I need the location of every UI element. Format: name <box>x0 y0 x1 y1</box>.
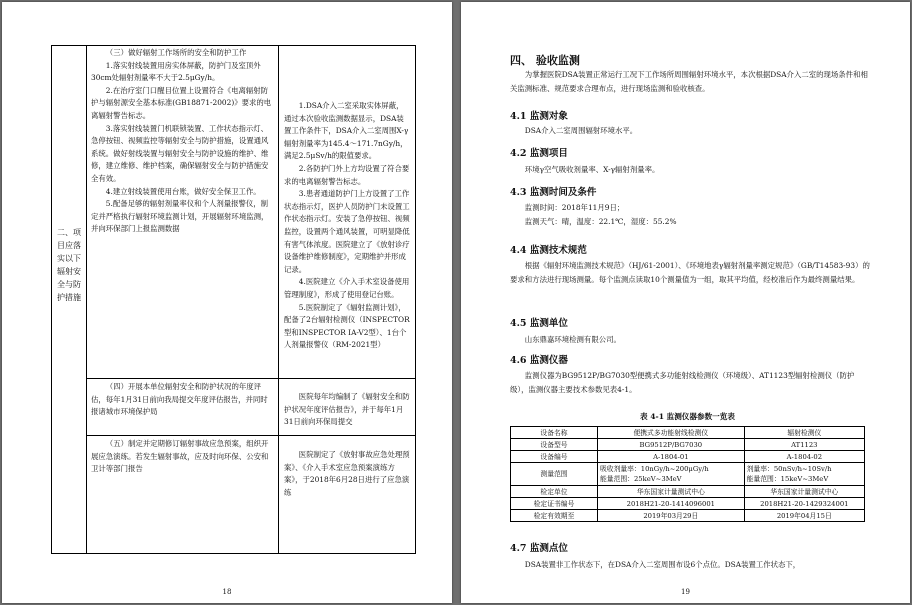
section-4-2-text: 环境γ空气吸收剂量率、X-γ辐射剂量率。 <box>524 165 660 174</box>
left-page <box>2 2 452 603</box>
table-cell: AT1123 <box>744 439 864 451</box>
req-section-4-text: （四）开展本单位辐射安全和防护状况的年度评估，每年1月31日前向我局提交年度评估报告，并同时报诸城市环境保护局 <box>91 382 268 417</box>
category-line: 全与防 <box>57 280 81 289</box>
table-row <box>511 486 865 498</box>
table-cell: 检定单位 <box>511 486 598 498</box>
table-header-cell: 辐射检测仪 <box>744 427 864 439</box>
table-header-cell: 设备名称 <box>511 427 598 439</box>
table-caption: 表 4-1 监测仪器参数一览表 <box>640 412 735 421</box>
chapter-title: 四、 验收监测 <box>510 54 580 67</box>
section-4-5-text: 山东鼎嘉环境检测有限公司。 <box>524 335 621 344</box>
table-row <box>511 451 865 463</box>
requirements-column <box>86 46 279 553</box>
instrument-table <box>510 426 865 522</box>
section-4-5-title: 4.5 监测单位 <box>510 318 568 329</box>
right-page <box>461 2 910 603</box>
req-item-4: 4.建立射线装置使用台账，做好安全保卫工作。 <box>105 186 261 196</box>
meas-section-4 <box>279 391 415 429</box>
req-section-5 <box>86 437 278 476</box>
measures-table <box>51 45 416 554</box>
section-4-2-title: 4.2 监测项目 <box>510 148 568 159</box>
intro-text: 为掌握医院DSA装置正常运行工况下工作场所周围辐射环境水平，本次根据DSA介入二室的现场条件和相关监测标准、规范要求合理布点，进行现场监测和验收核查。 <box>510 70 868 93</box>
category-cell <box>52 46 87 553</box>
table-cell: 设备编号 <box>511 451 598 463</box>
page-number: 19 <box>681 588 690 596</box>
req-section-4 <box>86 380 278 419</box>
range-a-dose: 吸收剂量率：10nGy/h~200μGy/h <box>600 465 709 473</box>
row-divider <box>86 435 415 436</box>
meas-section-5-text: 医院制定了《放射事故应急处理预案》、《介入手术室应急预案演练方案》，于2018年6月28日进行了应急演练 <box>284 450 410 497</box>
section-4-6-body <box>510 369 870 397</box>
meas-section-3 <box>279 100 415 352</box>
table-cell-range-b <box>744 463 864 486</box>
table-row <box>511 439 865 451</box>
range-b-dose: 剂量率：50nSv/h~10Sv/h <box>746 465 832 473</box>
category-line: 护措施 <box>57 293 81 302</box>
section-4-1-title: 4.1 监测对象 <box>510 111 568 122</box>
req-item-3: 3.落实射线装置门机联锁装置、工作状态指示灯、急停按钮、视频监控等辐射安全与防护措施，设置通风系统。做好射线装置与辐射安全与防护设施的维护、维修，建立维修、维护档案，确保辐射安全与防护措施安全有效。 <box>91 123 269 183</box>
req-item-1: 1.落实射线装置用房实体屏蔽，防护门及室顶外30cm处辐射剂量率不大于2.5μGy/h。 <box>91 60 261 83</box>
intro-paragraph <box>510 68 870 96</box>
req-section-5-text: （五）制定并定期修订辐射事故应急预案，组织开展应急演练。若发生辐射事故，应及时向环保、公安和卫计等部门报告 <box>91 439 269 474</box>
meas-item-2: 2.各防护门外上方均设置了符合要求的电离辐射警告标志。 <box>284 163 410 186</box>
table-cell: A-1804-01 <box>598 451 745 463</box>
meas-section-4-text: 医院每年均编制了《辐射安全和防护状况年度评估报告》，并于每年1月31日前向环保局提交 <box>284 392 410 427</box>
section-4-4-text: 根据《辐射环境监测技术规范》（HJ/61-2001）、《环境地表γ辐射剂量率测定规范》（GB/T14583-93）的要求和方法进行现场测量。每个监测点读取10个测量值为一组，取其平均值，经校准后作为最终测量结果。 <box>510 261 870 284</box>
table-row <box>511 427 865 439</box>
table-cell: 2019年04月15日 <box>744 510 864 522</box>
page-number: 18 <box>222 588 232 596</box>
section-4-4-body <box>510 259 870 287</box>
section-4-7-text: DSA装置非工作状态下，在DSA介入二室周围布设6个点位。DSA装置工作状态下， <box>524 560 801 569</box>
table-cell: 2019年03月29日 <box>598 510 745 522</box>
category-label <box>52 226 86 304</box>
category-line: 实以下 <box>57 254 81 263</box>
req-section-3 <box>86 46 278 236</box>
table-row <box>511 498 865 510</box>
category-line: 目应落 <box>57 241 81 250</box>
section-4-5-body <box>510 333 870 347</box>
measures-column <box>279 46 415 553</box>
table-cell: 2018H21-20-1414096001 <box>598 498 745 510</box>
table-cell: 检定有效期至 <box>511 510 598 522</box>
table-row <box>511 510 865 522</box>
range-a-energy: 能量范围：25keV~3MeV <box>600 475 682 483</box>
range-b-energy: 能量范围：15keV~3MeV <box>746 475 829 483</box>
monitor-time: 监测时间：2018年11月9日； <box>524 203 625 212</box>
category-line: 辐射安 <box>57 267 81 276</box>
req-section-3-title: （三）做好辐射工作场所的安全和防护工作 <box>105 48 247 57</box>
req-item-5: 5.配备足够的辐射剂量率仪和个人剂量报警仪，制定并严格执行辐射环境监测计划，开展辐射环境监测，并向环保部门上报监测数据 <box>91 199 269 234</box>
section-4-6-text: 监测仪器为BG9512P/BG7030型便携式多功能射线检测仪（环境级）、AT1123型辐射检测仪（防护级），监测仪器主要技术参数见表4-1。 <box>510 371 855 394</box>
section-4-6-title: 4.6 监测仪器 <box>510 355 568 366</box>
section-4-1-body <box>510 124 870 138</box>
table-header-cell: 便携式多功能射线检测仪 <box>598 427 745 439</box>
section-4-4-title: 4.4 监测技术规范 <box>510 245 587 256</box>
table-cell: BG9512P/BG7030 <box>598 439 745 451</box>
table-cell: 华东国家计量测试中心 <box>744 486 864 498</box>
category-line: 二、项 <box>57 228 81 237</box>
section-4-2-body <box>510 163 870 177</box>
table-cell: 华东国家计量测试中心 <box>598 486 745 498</box>
section-4-7-body <box>510 558 870 572</box>
table-cell: A-1804-02 <box>744 451 864 463</box>
section-4-7-title: 4.7 监测点位 <box>510 543 568 554</box>
monitor-weather: 监测天气：晴，温度：22.1℃，湿度：55.2% <box>524 217 677 226</box>
table-cell: 2018H21-20-1429324001 <box>744 498 864 510</box>
req-item-2: 2.在治疗室门口醒目位置上设置符合《电离辐射防护与辐射源安全基本标准(GB18871-2002)》要求的电离辐射警告标志。 <box>91 85 272 120</box>
table-cell: 检定证书编号 <box>511 498 598 510</box>
row-divider <box>86 378 415 379</box>
section-4-1-text: DSA介入二室周围辐射环境水平。 <box>524 126 638 135</box>
table-cell-range-a <box>598 463 745 486</box>
meas-item-3: 3.患者通道防护门上方设置了工作状态指示灯，医护人员防护门未设置工作状态指示灯。安装了急停按钮、视频监控，设置两个通风装置，可明显降低有害气体浓度。医院建立了《放射诊疗设备维护维修制度》，定期维护并形成记录。 <box>284 189 410 274</box>
meas-section-5 <box>279 449 415 499</box>
meas-item-4: 4.医院建立《介入手术室设备使用管理制度》，形成了使用登记台账。 <box>284 277 410 299</box>
table-row <box>511 463 865 486</box>
meas-item-5: 5.医院制定了《辐射监测计划》，配备了2台辐射检测仪（INSPECTOR型和INSPECTOR IA-V2型）、1台个人剂量报警仪（RM-2021型） <box>284 302 410 350</box>
meas-item-1: 1.DSA介入二室采取实体屏蔽，通过本次验收监测数据显示，DSA装置工作条件下，DSA介入二室周围X-γ辐射剂量率为145.4～171.7nGy/h，满足2.5μSv/h的限值要求。 <box>284 101 409 161</box>
table-cell: 设备型号 <box>511 439 598 451</box>
table-cell: 测量范围 <box>511 463 598 486</box>
section-4-3-title: 4.3 监测时间及条件 <box>510 187 597 198</box>
section-4-3-body <box>510 201 870 229</box>
